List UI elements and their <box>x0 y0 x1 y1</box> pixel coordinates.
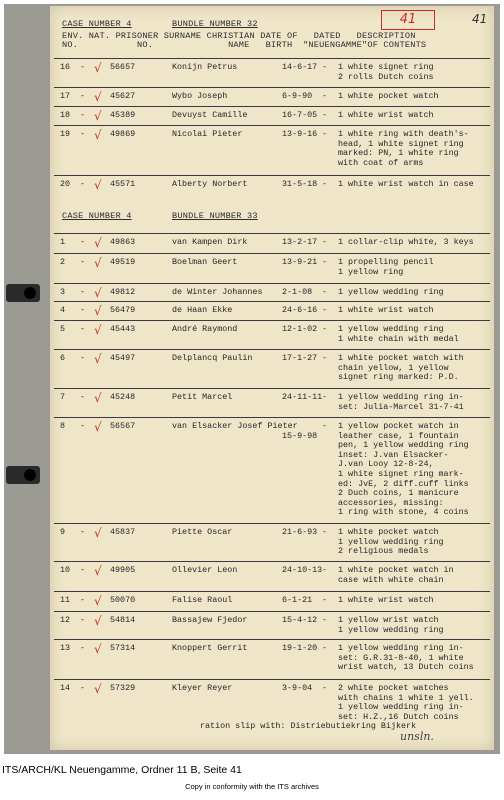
nationality-dash: - <box>80 129 86 139</box>
contents-description-line: set: H.Z.,16 Dutch coins <box>338 711 459 722</box>
contents-description-line: with chains 1 white 1 yell. <box>338 692 474 703</box>
prisoner-number: 56657 <box>110 62 136 72</box>
prisoner-number: 56567 <box>110 421 136 431</box>
dated-neuengamme: - <box>322 643 328 653</box>
prisoner-name: de Winter Johannes <box>172 287 263 297</box>
date-of-birth: 2-1-08 <box>282 287 313 297</box>
dated-neuengamme: - <box>322 287 328 297</box>
prisoner-name: de Haan Ekke <box>172 305 233 315</box>
red-check-mark: √ <box>94 526 102 540</box>
date-of-birth: 12-1-02 <box>282 324 318 334</box>
contents-description-line: 1 white wrist watch in case <box>338 179 474 189</box>
contents-description-line: 1 white wrist watch <box>338 110 434 120</box>
nationality-dash: - <box>80 565 86 575</box>
contents-description-line: with coat of arms <box>338 157 424 168</box>
prisoner-number: 49812 <box>110 287 136 297</box>
envelope-number: 19 <box>60 129 71 139</box>
prisoner-name: Kleyer Reyer <box>172 683 233 693</box>
prisoner-number: 45627 <box>110 91 136 101</box>
row-divider <box>54 388 490 389</box>
prisoner-number: 45389 <box>110 110 136 120</box>
contents-description-line: 1 white signet ring mark- <box>338 469 464 479</box>
contents-description-line: ed: JvE, 2 diff.cuff links <box>338 478 469 489</box>
nationality-dash: - <box>80 595 86 605</box>
red-check-mark: √ <box>94 614 102 628</box>
contents-description-line: 2 religious medals <box>338 546 429 557</box>
date-of-birth: 6-1-21 <box>282 595 313 605</box>
date-of-birth: 24-6-16 <box>282 305 318 315</box>
nationality-dash: - <box>80 305 86 315</box>
contents-description-line: 1 yellow wedding ring in- <box>338 392 464 402</box>
contents-description-line: 2 white pocket watches <box>338 683 449 693</box>
row-divider <box>54 233 490 234</box>
dated-neuengamme: - <box>322 129 328 139</box>
contents-description-line: chain yellow, 1 yellow <box>338 362 449 373</box>
envelope-number: 20 <box>60 179 71 189</box>
nationality-dash: - <box>80 421 86 431</box>
dated-neuengamme: - <box>322 110 328 120</box>
date-of-birth: 15-4-12 <box>282 615 318 625</box>
prisoner-number: 56479 <box>110 305 136 315</box>
dated-neuengamme: - <box>322 527 328 537</box>
envelope-number: 6 <box>60 353 66 363</box>
date-of-birth: 16-7-05 <box>282 110 318 120</box>
envelope-number: 17 <box>60 91 71 101</box>
row-divider <box>54 301 490 302</box>
contents-description-line: marked: PN, 1 white ring <box>338 148 459 159</box>
contents-description-line: 1 yellow wedding ring <box>338 324 444 334</box>
dated-neuengamme: - <box>322 565 328 575</box>
red-check-mark: √ <box>94 61 102 75</box>
contents-description-line: 1 yellow wedding ring <box>338 287 444 297</box>
prisoner-number: 45248 <box>110 392 136 402</box>
contents-description-line: 1 yellow wedding ring <box>338 624 444 635</box>
contents-description-line: set: G.R.31-8-40, 1 white <box>338 652 464 663</box>
contents-description-line: case with white chain <box>338 574 444 585</box>
date-of-birth: 14-6-17 <box>282 62 318 72</box>
row-divider <box>54 679 490 680</box>
nationality-dash: - <box>80 287 86 297</box>
nationality-dash: - <box>80 237 86 247</box>
contents-description-line: accessories, missing: <box>338 497 444 508</box>
row-divider <box>54 523 490 524</box>
document-page <box>50 6 494 750</box>
contents-description-line: 1 white pocket watch with <box>338 353 464 363</box>
contents-description-line: 1 yellow pocket watch in <box>338 421 459 431</box>
nationality-dash: - <box>80 179 86 189</box>
contents-description-line: J.van Looy 12-8-24, <box>338 459 434 470</box>
prisoner-number: 49519 <box>110 257 136 267</box>
red-check-mark: √ <box>94 236 102 250</box>
dated-neuengamme: - <box>322 62 328 72</box>
contents-description-line: 1 white wrist watch <box>338 595 434 605</box>
date-of-birth: 13-2-17 <box>282 237 318 247</box>
contents-description-line: set: Julia-Marcel 31-7-41 <box>338 401 464 412</box>
contents-description-line: 1 white pocket watch in <box>338 565 454 575</box>
date-of-birth: 19-1-20 <box>282 643 318 653</box>
prisoner-name: Falise Raoul <box>172 595 233 605</box>
dated-neuengamme: - <box>322 392 328 402</box>
nationality-dash: - <box>80 615 86 625</box>
red-check-mark: √ <box>94 682 102 696</box>
date-of-birth: 13-9-21 <box>282 257 318 267</box>
envelope-number: 14 <box>60 683 71 693</box>
envelope-number: 9 <box>60 527 66 537</box>
prisoner-name: Petit Marcel <box>172 392 233 402</box>
red-check-mark: √ <box>94 286 102 300</box>
date-of-birth: 15-9-98 <box>282 430 318 441</box>
contents-description-line: 1 white wrist watch <box>338 305 434 315</box>
prisoner-name: Konijn Petrus <box>172 62 238 72</box>
prisoner-name: Ollevier Leon <box>172 565 238 575</box>
red-check-mark: √ <box>94 642 102 656</box>
contents-description-line: signet ring marked: P.D. <box>338 372 459 383</box>
dated-neuengamme: - <box>322 91 328 101</box>
contents-description-line: 1 yellow wedding ring in- <box>338 643 464 653</box>
contents-description-line: 1 yellow ring <box>338 266 404 277</box>
date-of-birth: 24-11-11 <box>282 392 323 402</box>
binder-hole <box>6 466 40 484</box>
row-divider <box>54 175 490 176</box>
prisoner-number: 50070 <box>110 595 136 605</box>
nationality-dash: - <box>80 353 86 363</box>
nationality-dash: - <box>80 527 86 537</box>
envelope-number: 16 <box>60 62 71 72</box>
envelope-number: 3 <box>60 287 66 297</box>
row-divider <box>54 106 490 107</box>
contents-description-line: 2 rolls Dutch coins <box>338 71 434 82</box>
contents-description-line: 1 white pocket watch <box>338 527 439 537</box>
red-check-mark: √ <box>94 90 102 104</box>
date-of-birth: 17-1-27 <box>282 353 318 363</box>
row-divider <box>54 591 490 592</box>
dated-neuengamme: - <box>322 683 328 693</box>
contents-description-line: 1 yellow wedding ring in- <box>338 702 464 713</box>
row-divider <box>54 320 490 321</box>
dated-neuengamme: - <box>322 615 328 625</box>
nationality-dash: - <box>80 62 86 72</box>
envelope-number: 18 <box>60 110 71 120</box>
contents-description-line: 1 white chain with medal <box>338 333 459 344</box>
red-check-mark: √ <box>94 109 102 123</box>
contents-description-line: leather case, 1 fountain <box>338 430 459 441</box>
contents-description-line: 1 white pocket watch <box>338 91 439 101</box>
dated-neuengamme: - <box>322 324 328 334</box>
row-divider <box>54 349 490 350</box>
prisoner-name: Piette Oscar <box>172 527 233 537</box>
prisoner-name: André Raymond <box>172 324 238 334</box>
red-check-mark: √ <box>94 128 102 142</box>
nationality-dash: - <box>80 324 86 334</box>
column-headings-line-1: ENV. NAT. PRISONER SURNAME CHRISTIAN DATE OF DATED DESCRIPTION <box>62 31 416 41</box>
envelope-number: 1 <box>60 237 66 247</box>
prisoner-number: 49869 <box>110 129 136 139</box>
archive-reference: ITS/ARCH/KL Neuengamme, Ordner 11 B, Seite 41 <box>2 764 242 776</box>
bundle-number-heading: BUNDLE NUMBER 32 <box>172 19 258 29</box>
red-check-mark: √ <box>94 304 102 318</box>
envelope-number: 2 <box>60 257 66 267</box>
contents-description-line: wrist watch, 13 Dutch coins <box>338 662 474 673</box>
red-check-mark: √ <box>94 420 102 434</box>
prisoner-name: Delplancq Paulin <box>172 353 253 363</box>
red-check-mark: √ <box>94 564 102 578</box>
date-of-birth: 21-6-93 <box>282 527 318 537</box>
row-divider <box>54 58 490 59</box>
page-stamp: 41 <box>381 10 435 30</box>
row-divider <box>54 125 490 126</box>
prisoner-number: 49905 <box>110 565 136 575</box>
dated-neuengamme: - <box>322 595 328 605</box>
contents-description-line: 2 Duch coins, 1 manicure <box>338 488 459 499</box>
row-divider <box>54 639 490 640</box>
red-check-mark: √ <box>94 256 102 270</box>
date-of-birth: 3-9-04 <box>282 683 313 693</box>
envelope-number: 4 <box>60 305 66 315</box>
prisoner-number: 45497 <box>110 353 136 363</box>
dated-neuengamme: - <box>322 305 328 315</box>
prisoner-number: 57329 <box>110 683 136 693</box>
prisoner-number: 49863 <box>110 237 136 247</box>
signature: unsln. <box>400 730 434 743</box>
case-number-heading: CASE NUMBER 4 <box>62 19 132 29</box>
contents-description-line: 1 propelling pencil <box>338 257 434 267</box>
date-of-birth: 13-9-16 <box>282 129 318 139</box>
binder-hole <box>6 284 40 302</box>
envelope-number: 10 <box>60 565 71 575</box>
prisoner-number: 45837 <box>110 527 136 537</box>
row-divider <box>54 87 490 88</box>
prisoner-number: 45443 <box>110 324 136 334</box>
red-check-mark: √ <box>94 352 102 366</box>
nationality-dash: - <box>80 392 86 402</box>
nationality-dash: - <box>80 110 86 120</box>
date-of-birth: 6-9-90 <box>282 91 313 101</box>
handwritten-page-number: 41 <box>472 12 488 26</box>
red-check-mark: √ <box>94 323 102 337</box>
nationality-dash: - <box>80 257 86 267</box>
prisoner-number: 45571 <box>110 179 136 189</box>
row-divider <box>54 283 490 284</box>
nationality-dash: - <box>80 683 86 693</box>
red-check-mark: √ <box>94 391 102 405</box>
contents-description-line: ration slip with: Distriebutiekring Bijkerk <box>200 721 417 732</box>
contents-description-line: pen, 1 yellow wedding ring <box>338 440 469 451</box>
envelope-number: 5 <box>60 324 66 334</box>
envelope-number: 13 <box>60 643 71 653</box>
prisoner-name: Devuyst Camille <box>172 110 248 120</box>
prisoner-name: Alberty Norbert <box>172 179 248 189</box>
envelope-number: 11 <box>60 595 71 605</box>
prisoner-name: Nicolai Pieter <box>172 129 243 139</box>
prisoner-name: Bassajew Fjedor <box>172 615 248 625</box>
dated-neuengamme: - <box>322 237 328 247</box>
dated-neuengamme: - <box>322 179 328 189</box>
conformity-note: Copy in conformity with the ITS archives <box>185 782 319 791</box>
contents-description-line: inset: J.van Elsacker- <box>338 449 449 460</box>
date-of-birth: 31-5-18 <box>282 179 318 189</box>
red-check-mark: √ <box>94 594 102 608</box>
date-of-birth: 24-10-13 <box>282 565 323 575</box>
contents-description-line: 1 white ring with death's- <box>338 129 469 139</box>
nationality-dash: - <box>80 643 86 653</box>
prisoner-name: Boelman Geert <box>172 257 238 267</box>
contents-description-line: 1 ring with stone, 4 coins <box>338 507 469 518</box>
prisoner-number: 57314 <box>110 643 136 653</box>
column-headings-line-2: NO. NO. NAME BIRTH "NEUENGAMME"OF CONTENTS <box>62 40 427 50</box>
bundle-number-heading-2: BUNDLE NUMBER 33 <box>172 211 258 221</box>
dated-neuengamme: - <box>322 257 328 267</box>
dated-neuengamme: - <box>322 353 328 363</box>
prisoner-number: 54814 <box>110 615 136 625</box>
contents-description-line: head, 1 white signet ring <box>338 138 464 149</box>
prisoner-name: van Elsacker Josef Pieter <box>172 421 298 431</box>
row-divider <box>54 561 490 562</box>
row-divider <box>54 611 490 612</box>
contents-description-line: 1 collar-clip white, 3 keys <box>338 237 474 247</box>
envelope-number: 12 <box>60 615 71 625</box>
row-divider <box>54 417 490 418</box>
row-divider <box>54 253 490 254</box>
prisoner-name: Knoppert Gerrit <box>172 643 248 653</box>
dated-neuengamme: - <box>322 421 328 431</box>
contents-description-line: 1 white signet ring <box>338 62 434 72</box>
contents-description-line: 1 yellow wrist watch <box>338 615 439 625</box>
red-check-mark: √ <box>94 178 102 192</box>
contents-description-line: 1 yellow wedding ring <box>338 536 444 547</box>
envelope-number: 8 <box>60 421 66 431</box>
nationality-dash: - <box>80 91 86 101</box>
prisoner-name: Wybo Joseph <box>172 91 228 101</box>
case-number-heading-2: CASE NUMBER 4 <box>62 211 132 221</box>
envelope-number: 7 <box>60 392 66 402</box>
prisoner-name: van Kampen Dirk <box>172 237 248 247</box>
